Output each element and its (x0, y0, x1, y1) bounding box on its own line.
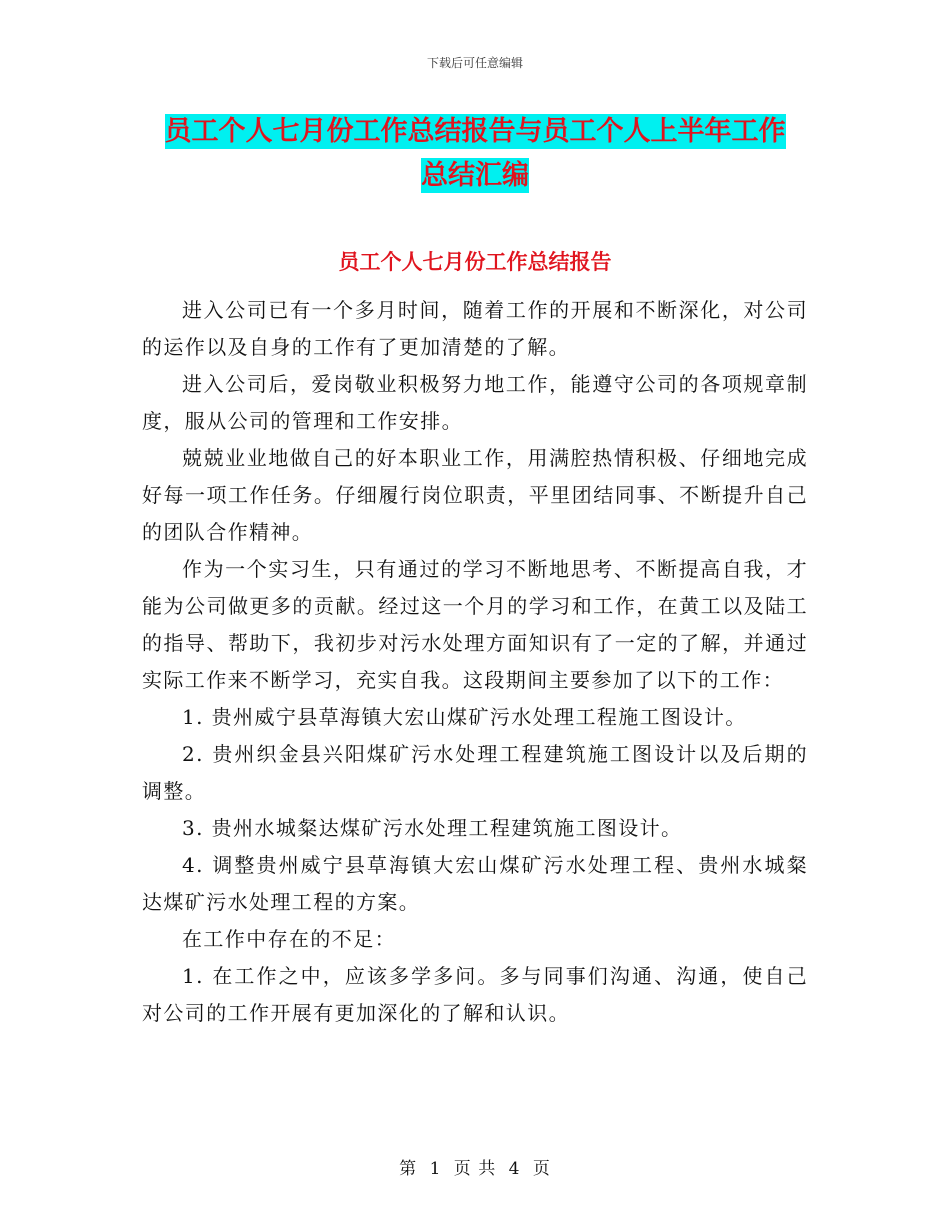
footer-total-pages: 4 (508, 1159, 521, 1179)
list-item-3: 3. 贵州水城粲达煤矿污水处理工程建筑施工图设计。 (182, 816, 683, 840)
paragraph-3: 兢兢业业地做自己的好本职业工作，用满腔热情积极、仔细地完成好每一项工作任务。仔细履行岗位职责，平里团结同事、不断提升自己的团队合作精神。 (142, 446, 808, 544)
footer-suffix: 页 (532, 1159, 551, 1179)
paragraph-2: 进入公司后，爱岗敬业积极努力地工作，能遵守公司的各项规章制度，服从公司的管理和工作安排。 (142, 372, 808, 433)
list-item-1: 1. 贵州威宁县草海镇大宏山煤矿污水处理工程施工图设计。 (182, 705, 747, 729)
paragraph-4: 作为一个实习生，只有通过的学习不断地思考、不断提高自我，才能为公司做更多的贡献。经过这一个月的学习和工作，在黄工以及陆工的指导、帮助下，我初步对污水处理方面知识有了一定的了解，并通过实际工作来不断学习，充实自我。这段期间主要参加了以下的工作： (142, 557, 808, 692)
footer-middle: 页 共 (453, 1159, 497, 1179)
document-title (140, 110, 810, 198)
page-footer (0, 1154, 950, 1179)
section-title: 员工个人七月份工作总结报告 (338, 250, 612, 274)
body-content (142, 292, 808, 1032)
paragraph-shortcomings: 在工作中存在的不足： (182, 927, 396, 951)
shortcoming-item-1: 1. 在工作之中，应该多学多问。多与同事们沟通、沟通，使自己对公司的工作开展有更加深化的了解和认识。 (142, 964, 808, 1025)
footer-prefix: 第 (399, 1159, 418, 1179)
list-item-2: 2. 贵州织金县兴阳煤矿污水处理工程建筑施工图设计以及后期的调整。 (142, 742, 808, 803)
paragraph-1: 进入公司已有一个多月时间，随着工作的开展和不断深化，对公司的运作以及自身的工作有了更加清楚的了解。 (142, 298, 808, 359)
list-item-4: 4. 调整贵州威宁县草海镇大宏山煤矿污水处理工程、贵州水城粲达煤矿污水处理工程的方案。 (142, 853, 808, 914)
footer-current-page: 1 (429, 1159, 442, 1179)
document-title-line-1: 员工个人七月份工作总结报告与员工个人上半年工作 (164, 116, 786, 147)
header-note: 下载后可任意编辑 (426, 56, 523, 70)
document-title-line-2: 总结汇编 (421, 160, 529, 191)
